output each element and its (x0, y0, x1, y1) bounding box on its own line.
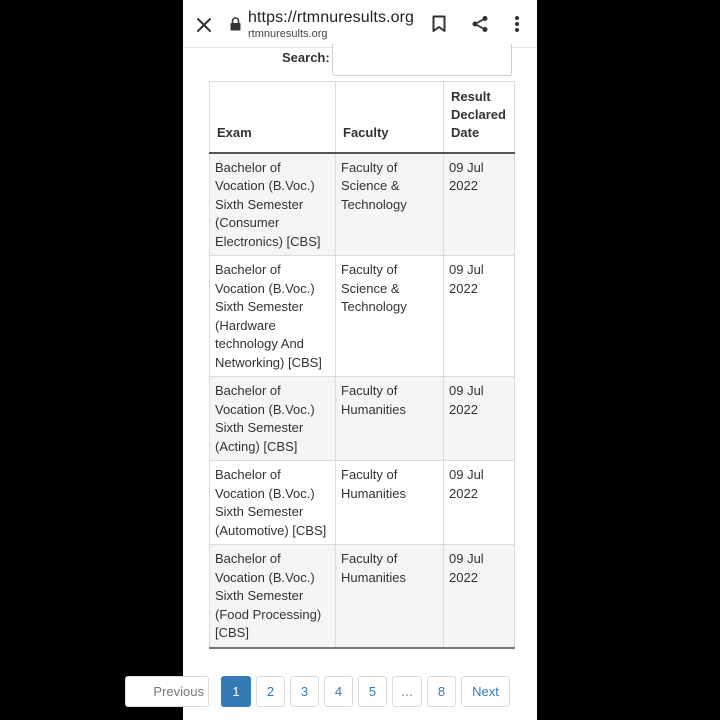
lock-icon (229, 16, 241, 32)
date-cell: 09 Jul 2022 (444, 461, 515, 545)
faculty-cell: Faculty of Humanities (336, 461, 444, 545)
page-button-2[interactable]: 2 (256, 676, 285, 707)
url-domain: rtmnuresults.org (248, 28, 328, 40)
date-cell: 09 Jul 2022 (444, 256, 515, 377)
page-button-5[interactable]: 5 (358, 676, 387, 707)
page-ellipsis: … (392, 676, 422, 707)
date-cell: 09 Jul 2022 (444, 545, 515, 648)
faculty-cell: Faculty of Science & Technology (336, 153, 444, 256)
table-row[interactable] (210, 545, 515, 648)
column-header-faculty[interactable]: Faculty (336, 82, 444, 153)
column-header-date[interactable]: Result Declared Date (444, 82, 515, 153)
table-row[interactable] (210, 461, 515, 545)
exam-cell: Bachelor of Vocation (B.Voc.) Sixth Semester (Consumer Electronics) [CBS] (210, 153, 336, 256)
table-row[interactable] (210, 377, 515, 461)
search-label: Search: (282, 50, 330, 65)
url-text[interactable]: https://rtmnuresults.org (248, 9, 415, 26)
table-header-row (210, 82, 515, 153)
results-table (209, 81, 515, 649)
bookmark-icon[interactable] (428, 12, 450, 36)
pagination (153, 676, 537, 708)
close-icon[interactable] (191, 12, 217, 38)
search-input[interactable] (332, 44, 512, 76)
page-button-4[interactable]: 4 (324, 676, 353, 707)
exam-cell: Bachelor of Vocation (B.Voc.) Sixth Semester (Acting) [CBS] (210, 377, 336, 461)
exam-cell: Bachelor of Vocation (B.Voc.) Sixth Semester (Automotive) [CBS] (210, 461, 336, 545)
browser-toolbar (183, 0, 537, 48)
share-icon[interactable] (469, 12, 491, 36)
more-vert-icon[interactable] (509, 12, 525, 36)
table-row[interactable] (210, 256, 515, 377)
date-cell: 09 Jul 2022 (444, 377, 515, 461)
exam-cell: Bachelor of Vocation (B.Voc.) Sixth Semester (Food Processing) [CBS] (210, 545, 336, 648)
page-button-3[interactable]: 3 (290, 676, 319, 707)
page-button-1[interactable]: 1 (221, 676, 251, 707)
column-header-exam[interactable]: Exam (210, 82, 336, 153)
previous-page-button[interactable]: Previous (125, 676, 209, 707)
table-row[interactable] (210, 153, 515, 256)
exam-cell: Bachelor of Vocation (B.Voc.) Sixth Semester (Hardware technology And Networking) [CBS] (210, 256, 336, 377)
faculty-cell: Faculty of Humanities (336, 377, 444, 461)
faculty-cell: Faculty of Humanities (336, 545, 444, 648)
faculty-cell: Faculty of Science & Technology (336, 256, 444, 377)
page-button-8[interactable]: 8 (427, 676, 456, 707)
browser-window (153, 0, 537, 720)
next-page-button[interactable]: Next (461, 676, 510, 707)
date-cell: 09 Jul 2022 (444, 153, 515, 256)
